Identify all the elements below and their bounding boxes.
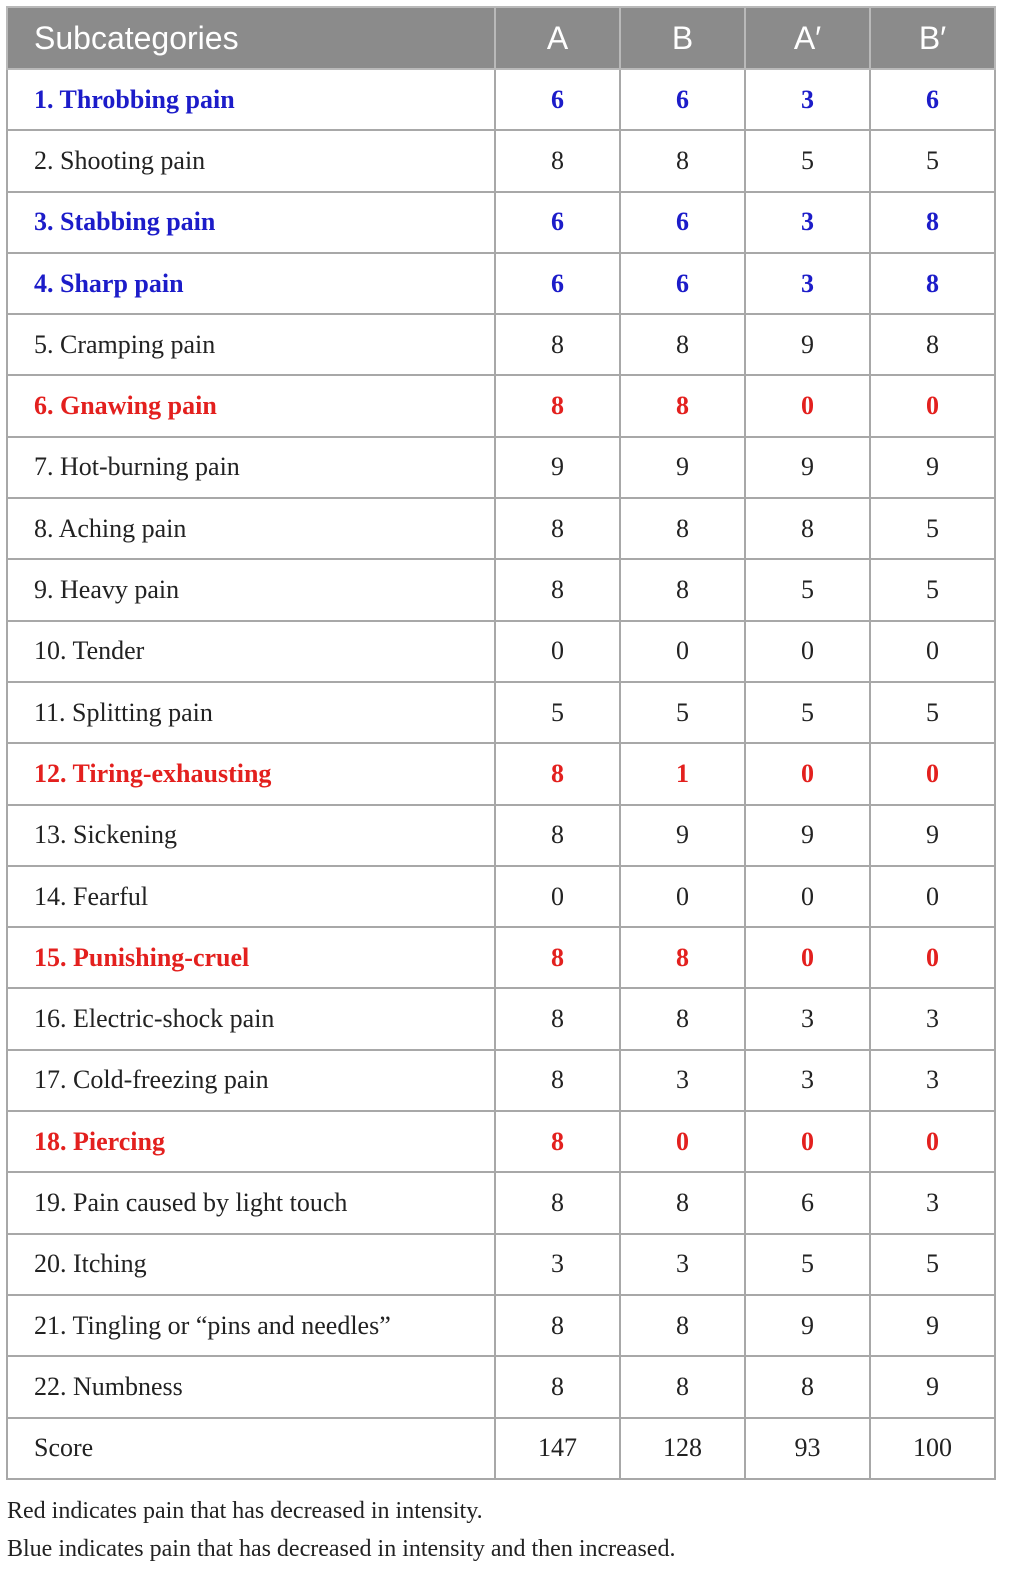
cell-b: 8	[620, 988, 745, 1049]
cell-a-prime: 5	[745, 559, 870, 620]
row-label: 5. Cramping pain	[7, 314, 495, 375]
table-row	[7, 1111, 995, 1172]
header-a: A	[495, 7, 620, 69]
cell-a: 8	[495, 130, 620, 191]
cell-b-prime: 9	[870, 437, 995, 498]
table-header-row	[7, 7, 995, 69]
row-label: 16. Electric-shock pain	[7, 988, 495, 1049]
footnote-blue: Blue indicates pain that has decreased in intensity and then increased.	[7, 1536, 676, 1562]
cell-b-prime: 0	[870, 927, 995, 988]
cell-a: 8	[495, 1356, 620, 1417]
cell-b: 0	[620, 621, 745, 682]
cell-a-prime: 0	[745, 927, 870, 988]
cell-b-prime: 8	[870, 314, 995, 375]
cell-b-prime: 3	[870, 1050, 995, 1111]
footnote-red: Red indicates pain that has decreased in intensity.	[7, 1498, 483, 1524]
table-row	[7, 1295, 995, 1356]
table-row	[7, 498, 995, 559]
cell-b: 8	[620, 927, 745, 988]
table-row	[7, 1356, 995, 1417]
cell-a: 8	[495, 375, 620, 436]
row-label: 14. Fearful	[7, 866, 495, 927]
table-row	[7, 559, 995, 620]
cell-b-prime: 0	[870, 1111, 995, 1172]
cell-b: 0	[620, 1111, 745, 1172]
cell-a-prime: 9	[745, 314, 870, 375]
table-row	[7, 375, 995, 436]
table-row	[7, 621, 995, 682]
cell-a: 8	[495, 927, 620, 988]
cell-a-prime: 3	[745, 192, 870, 253]
cell-b: 6	[620, 192, 745, 253]
cell-a-prime: 3	[745, 1050, 870, 1111]
cell-b-prime: 6	[870, 69, 995, 130]
row-label: 17. Cold-freezing pain	[7, 1050, 495, 1111]
cell-b: 8	[620, 130, 745, 191]
cell-a: 6	[495, 192, 620, 253]
table-row	[7, 988, 995, 1049]
cell-b-prime: 9	[870, 1295, 995, 1356]
cell-b: 6	[620, 253, 745, 314]
table-footnotes	[7, 1492, 1007, 1568]
cell-b: 8	[620, 1295, 745, 1356]
row-label: 18. Piercing	[7, 1111, 495, 1172]
row-label: 19. Pain caused by light touch	[7, 1172, 495, 1233]
cell-b-prime: 5	[870, 1234, 995, 1295]
table-row	[7, 927, 995, 988]
table-row	[7, 866, 995, 927]
cell-b: 3	[620, 1050, 745, 1111]
table-row	[7, 437, 995, 498]
cell-b: 8	[620, 1172, 745, 1233]
cell-b: 0	[620, 866, 745, 927]
cell-a-prime: 9	[745, 437, 870, 498]
row-label: 7. Hot-burning pain	[7, 437, 495, 498]
table-row	[7, 1050, 995, 1111]
cell-a: 8	[495, 988, 620, 1049]
cell-a: 8	[495, 1050, 620, 1111]
cell-a-prime: 3	[745, 253, 870, 314]
cell-a-prime: 93	[745, 1418, 870, 1479]
cell-b: 8	[620, 375, 745, 436]
cell-b: 6	[620, 69, 745, 130]
row-label: 15. Punishing-cruel	[7, 927, 495, 988]
header-subcategories: Subcategories	[7, 7, 495, 69]
table-row	[7, 69, 995, 130]
cell-b-prime: 8	[870, 192, 995, 253]
row-label: 11. Splitting pain	[7, 682, 495, 743]
table-row	[7, 805, 995, 866]
cell-a-prime: 5	[745, 682, 870, 743]
cell-b-prime: 0	[870, 621, 995, 682]
cell-a: 8	[495, 314, 620, 375]
row-label: 3. Stabbing pain	[7, 192, 495, 253]
cell-b-prime: 0	[870, 743, 995, 804]
cell-a-prime: 3	[745, 988, 870, 1049]
cell-b: 1	[620, 743, 745, 804]
cell-a: 5	[495, 682, 620, 743]
cell-b-prime: 5	[870, 682, 995, 743]
cell-a-prime: 3	[745, 69, 870, 130]
cell-a: 0	[495, 621, 620, 682]
row-label: 22. Numbness	[7, 1356, 495, 1417]
header-b: B	[620, 7, 745, 69]
table-row	[7, 314, 995, 375]
row-label: 4. Sharp pain	[7, 253, 495, 314]
cell-a: 6	[495, 69, 620, 130]
table-row	[7, 682, 995, 743]
cell-a-prime: 0	[745, 1111, 870, 1172]
cell-b: 8	[620, 559, 745, 620]
cell-b: 9	[620, 805, 745, 866]
cell-b: 128	[620, 1418, 745, 1479]
cell-b-prime: 5	[870, 559, 995, 620]
cell-a-prime: 8	[745, 1356, 870, 1417]
cell-b: 8	[620, 498, 745, 559]
cell-a: 147	[495, 1418, 620, 1479]
cell-b-prime: 5	[870, 130, 995, 191]
cell-b-prime: 3	[870, 988, 995, 1049]
row-label: 20. Itching	[7, 1234, 495, 1295]
cell-a-prime: 9	[745, 1295, 870, 1356]
cell-a: 8	[495, 1172, 620, 1233]
cell-a-prime: 0	[745, 621, 870, 682]
cell-a-prime: 0	[745, 375, 870, 436]
cell-b: 9	[620, 437, 745, 498]
cell-a-prime: 6	[745, 1172, 870, 1233]
cell-b-prime: 100	[870, 1418, 995, 1479]
cell-b: 8	[620, 314, 745, 375]
cell-a-prime: 9	[745, 805, 870, 866]
cell-a: 8	[495, 559, 620, 620]
cell-a: 8	[495, 1111, 620, 1172]
table-row	[7, 1234, 995, 1295]
cell-a-prime: 8	[745, 498, 870, 559]
cell-a: 8	[495, 805, 620, 866]
cell-a: 8	[495, 498, 620, 559]
cell-b-prime: 9	[870, 805, 995, 866]
table-row	[7, 743, 995, 804]
table-row	[7, 192, 995, 253]
row-label: 13. Sickening	[7, 805, 495, 866]
cell-a: 3	[495, 1234, 620, 1295]
row-label: 6. Gnawing pain	[7, 375, 495, 436]
cell-a-prime: 0	[745, 743, 870, 804]
cell-a-prime: 5	[745, 1234, 870, 1295]
cell-b: 5	[620, 682, 745, 743]
cell-b-prime: 9	[870, 1356, 995, 1417]
cell-a: 9	[495, 437, 620, 498]
row-label: 1. Throbbing pain	[7, 69, 495, 130]
row-label: 10. Tender	[7, 621, 495, 682]
cell-b: 3	[620, 1234, 745, 1295]
row-label: Score	[7, 1418, 495, 1479]
pain-subcategories-table	[6, 6, 996, 1480]
header-b-prime: B′	[870, 7, 995, 69]
cell-a-prime: 0	[745, 866, 870, 927]
cell-b-prime: 5	[870, 498, 995, 559]
cell-a: 6	[495, 253, 620, 314]
cell-a: 8	[495, 743, 620, 804]
header-a-prime: A′	[745, 7, 870, 69]
cell-a: 0	[495, 866, 620, 927]
row-label: 21. Tingling or “pins and needles”	[7, 1295, 495, 1356]
table-row	[7, 253, 995, 314]
row-label: 8. Aching pain	[7, 498, 495, 559]
table-row	[7, 1172, 995, 1233]
cell-b-prime: 0	[870, 866, 995, 927]
table-row	[7, 130, 995, 191]
cell-a: 8	[495, 1295, 620, 1356]
row-label: 2. Shooting pain	[7, 130, 495, 191]
cell-b-prime: 0	[870, 375, 995, 436]
cell-a-prime: 5	[745, 130, 870, 191]
score-row	[7, 1418, 995, 1479]
cell-b: 8	[620, 1356, 745, 1417]
row-label: 12. Tiring-exhausting	[7, 743, 495, 804]
table-body	[7, 69, 995, 1479]
cell-b-prime: 8	[870, 253, 995, 314]
row-label: 9. Heavy pain	[7, 559, 495, 620]
cell-b-prime: 3	[870, 1172, 995, 1233]
